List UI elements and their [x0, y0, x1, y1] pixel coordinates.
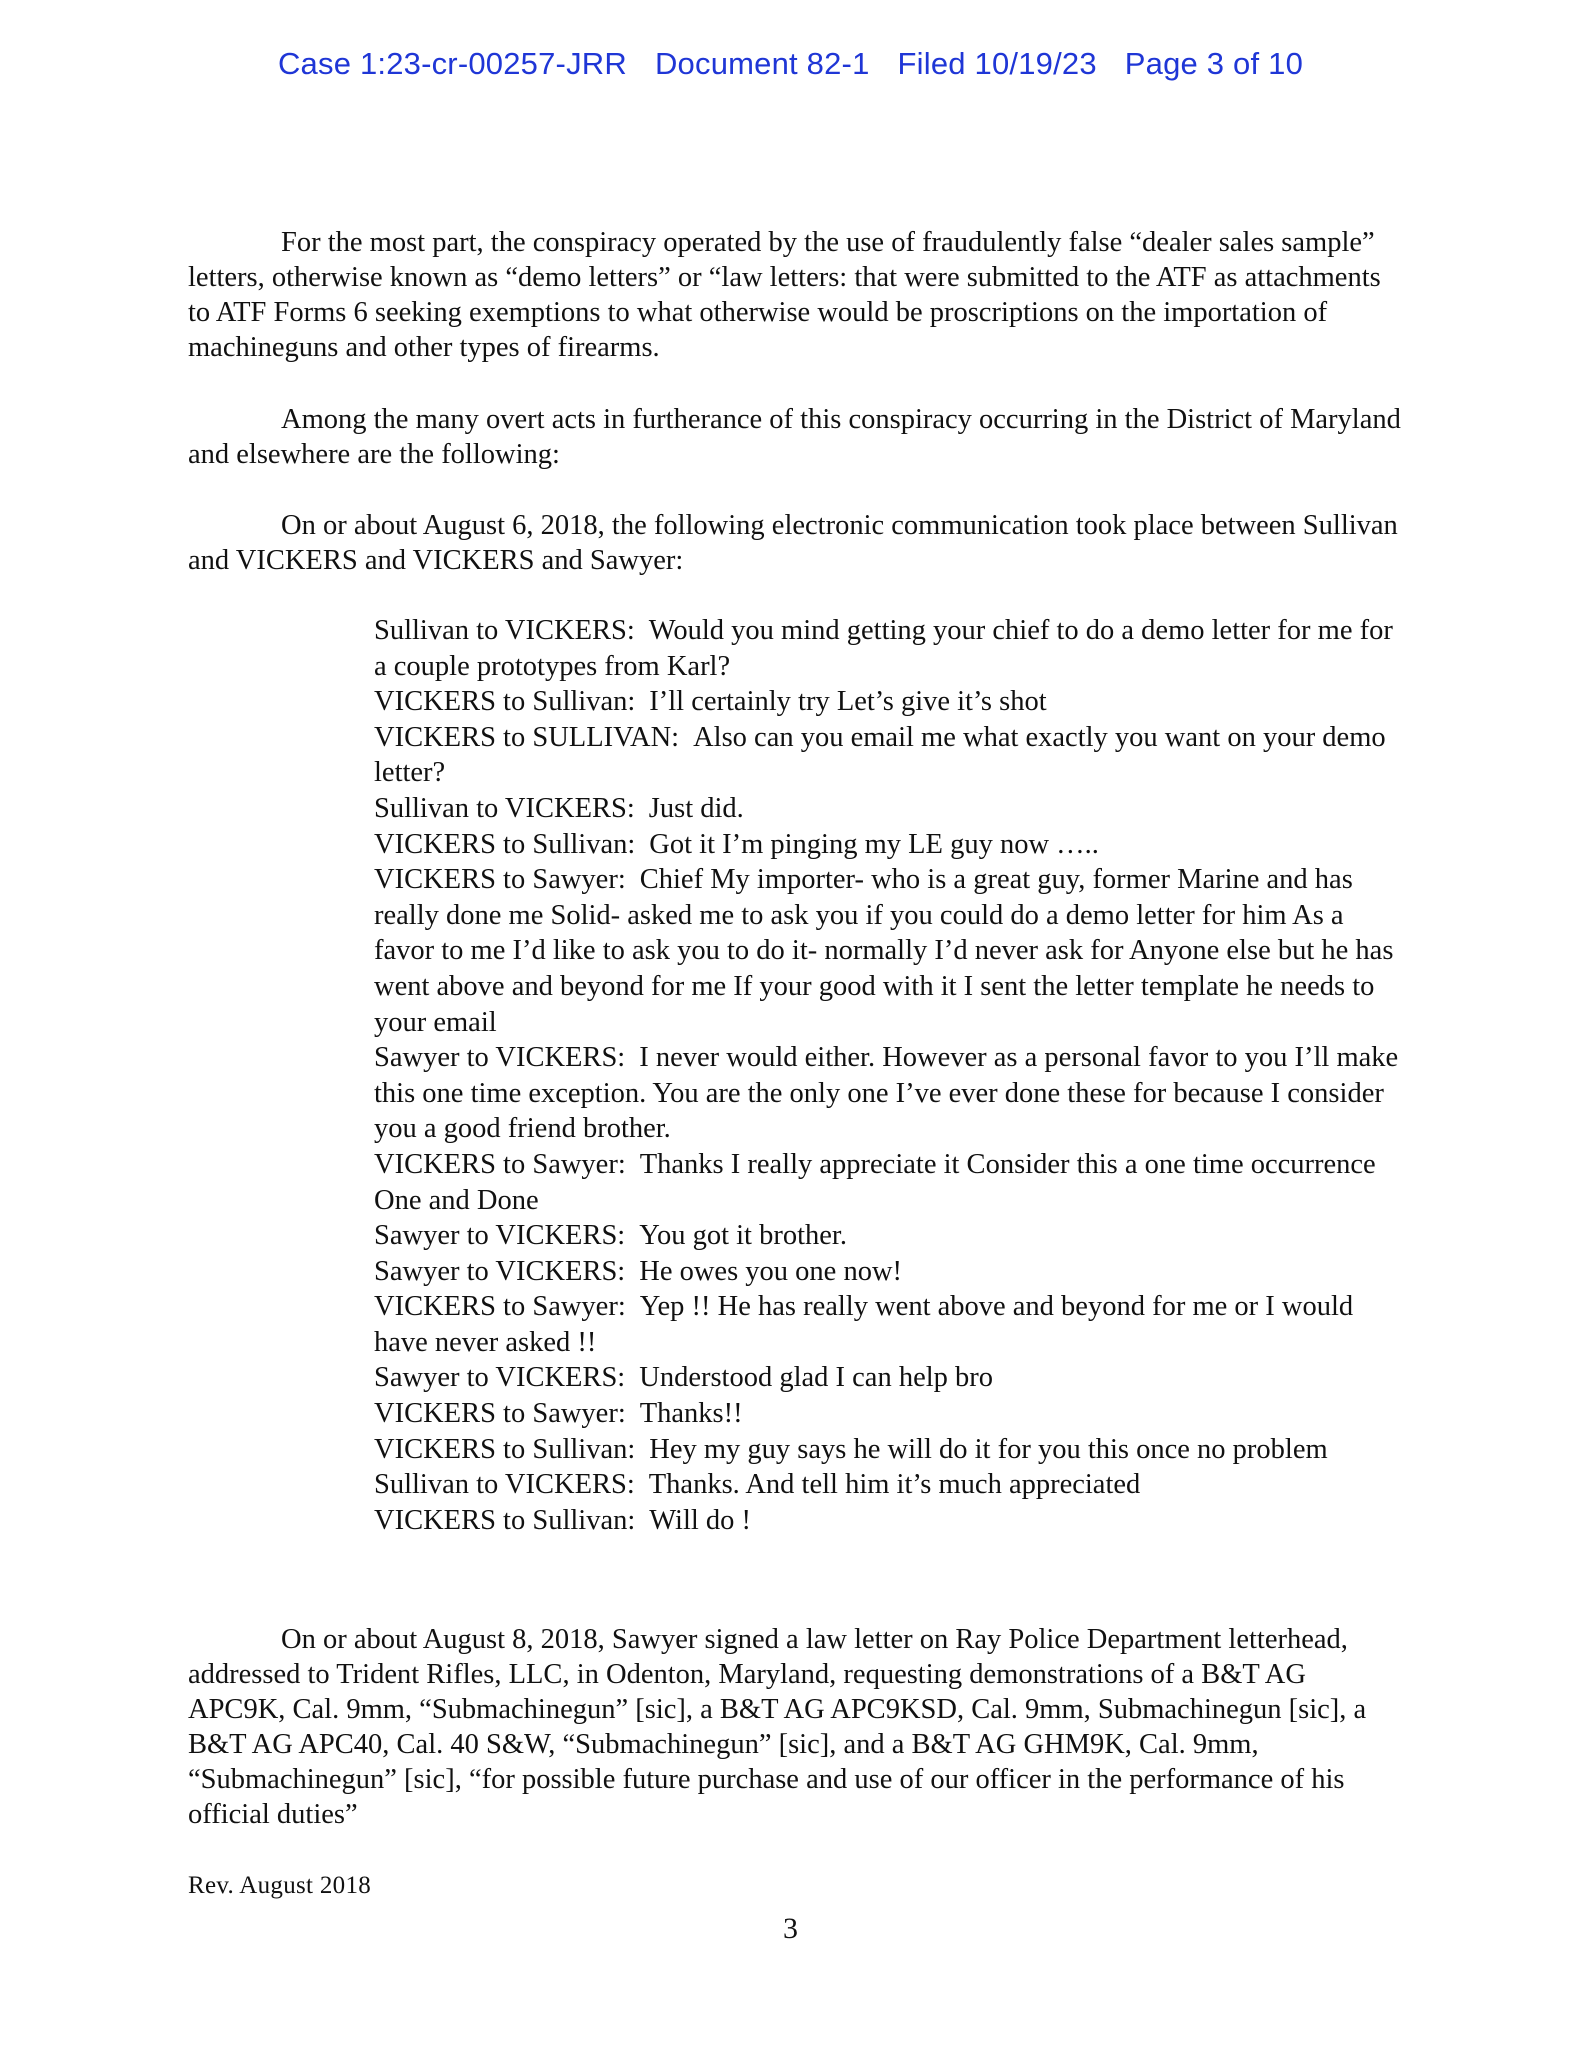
message-line — [374, 827, 1404, 863]
message-sender: VICKERS to Sullivan: — [374, 1433, 636, 1465]
message-line — [374, 1467, 1404, 1503]
message-text: Will do ! — [649, 1504, 752, 1536]
document-number: Document 82-1 — [654, 46, 870, 81]
message-text: He owes you one now! — [639, 1255, 903, 1287]
message-line — [374, 862, 1404, 1040]
message-text: Thanks. And tell him it’s much appreciated — [648, 1469, 1141, 1501]
case-number: Case 1:23-cr-00257-JRR — [277, 46, 627, 81]
paragraph-august-6 — [188, 508, 1403, 578]
message-sender: Sullivan to VICKERS: — [374, 792, 635, 824]
message-line — [374, 1218, 1404, 1254]
message-text: Would you mind getting your chief to do a demo letter for me for a couple prototypes from Karl? — [374, 615, 1393, 682]
message-line — [374, 1040, 1404, 1147]
message-line — [374, 613, 1404, 684]
message-line — [374, 1503, 1404, 1539]
message-sender: VICKERS to Sawyer: — [374, 1148, 626, 1180]
message-text: Thanks!! — [639, 1398, 743, 1430]
message-exchange — [374, 613, 1404, 1538]
message-sender: VICKERS to Sullivan: — [374, 686, 636, 718]
paragraph-overt-acts-intro — [188, 402, 1403, 472]
message-sender: VICKERS to Sawyer: — [374, 864, 626, 896]
message-line — [374, 1254, 1404, 1290]
message-text: Got it I’m pinging my LE guy now ….. — [649, 828, 1099, 860]
page-number: 3 — [783, 1912, 798, 1945]
message-text: Chief My importer- who is a great guy, former Marine and has really done me Solid- asked me to ask you if you could do a demo letter for him As a favor to me I’d like to ask you to do it- normally I’d never ask for Anyone else but he has went above and beyond for me If your good with it I sent the letter template he needs to your email — [374, 864, 1394, 1038]
paragraph-text: On or about August 8, 2018, Sawyer signed a law letter on Ray Police Department letterhead, addressed to Trident Rifles, LLC, in Odenton, Maryland, requesting demonstrations of a B&T AG APC9K, Cal. 9mm, “Submachinegun” [sic], a B&T AG APC9KSD, Cal. 9mm, Submachinegun [sic], a B&T AG APC40, Cal. 40 S&W, “Submachinegun” [sic], and a B&T AG GHM9K, Cal. 9mm, “Submachinegun” [sic], “for possible future purchase and use of our officer in the performance of his official duties” — [188, 1624, 1367, 1830]
message-text: Yep !! He has really went above and beyond for me or I would have never asked !! — [374, 1291, 1354, 1358]
message-sender: Sawyer to VICKERS: — [374, 1042, 626, 1074]
message-line — [374, 1289, 1404, 1360]
paragraph-text: For the most part, the conspiracy operated by the use of fraudulently false “dealer sales sample” letters, otherwise known as “demo letters” or “law letters: that were submitted to the ATF as attachments to ATF Forms 6 seeking exemptions to what otherwise would be proscriptions on the importation of machineguns and other types of firearms. — [188, 227, 1381, 363]
message-sender: VICKERS to Sawyer: — [374, 1291, 626, 1323]
message-text: I never would either. However as a personal favor to you I’ll make this one time exception. You are the only one I’ve ever done these for because I consider you a good friend brother. — [374, 1042, 1399, 1145]
message-line — [374, 1147, 1404, 1218]
message-sender: Sullivan to VICKERS: — [374, 615, 635, 646]
message-text: Understood glad I can help bro — [639, 1362, 994, 1394]
paragraph-conspiracy-overview — [188, 225, 1403, 365]
message-sender: VICKERS to Sawyer: — [374, 1398, 626, 1430]
message-sender: VICKERS to Sullivan: — [374, 1504, 636, 1536]
message-sender: Sullivan to VICKERS: — [374, 1469, 635, 1501]
message-sender: VICKERS to SULLIVAN: — [374, 721, 680, 753]
message-text: I’ll certainly try Let’s give it’s shot — [649, 686, 1047, 718]
message-sender: VICKERS to Sullivan: — [374, 828, 636, 860]
message-line — [374, 1396, 1404, 1432]
message-sender: Sawyer to VICKERS: — [374, 1220, 626, 1252]
message-line — [374, 791, 1404, 827]
message-sender: Sawyer to VICKERS: — [374, 1362, 626, 1394]
message-line — [374, 1360, 1404, 1396]
message-text: Also can you email me what exactly you want on your demo letter? — [374, 721, 1386, 789]
filed-date: Filed 10/19/23 — [897, 46, 1097, 81]
revision-note: Rev. August 2018 — [188, 1872, 372, 1899]
message-text: You got it brother. — [639, 1220, 847, 1252]
message-text: Just did. — [648, 792, 744, 824]
paragraph-text: Among the many overt acts in furtherance of this conspiracy occurring in the District of Maryland and elsewhere are the following: — [188, 404, 1401, 470]
message-text: Thanks I really appreciate it Consider this a one time occurrence One and Done — [374, 1148, 1376, 1216]
page-count: Page 3 of 10 — [1124, 46, 1304, 81]
message-line — [374, 1432, 1404, 1468]
paragraph-august-8 — [188, 1622, 1403, 1832]
court-filing-header — [0, 46, 1581, 82]
message-text: Hey my guy says he will do it for you this once no problem — [649, 1433, 1328, 1465]
message-sender: Sawyer to VICKERS: — [374, 1255, 626, 1287]
message-line — [374, 684, 1404, 720]
paragraph-text: On or about August 6, 2018, the following electronic communication took place between Sullivan and VICKERS and VICKERS and Sawyer: — [188, 510, 1398, 576]
message-line — [374, 720, 1404, 791]
